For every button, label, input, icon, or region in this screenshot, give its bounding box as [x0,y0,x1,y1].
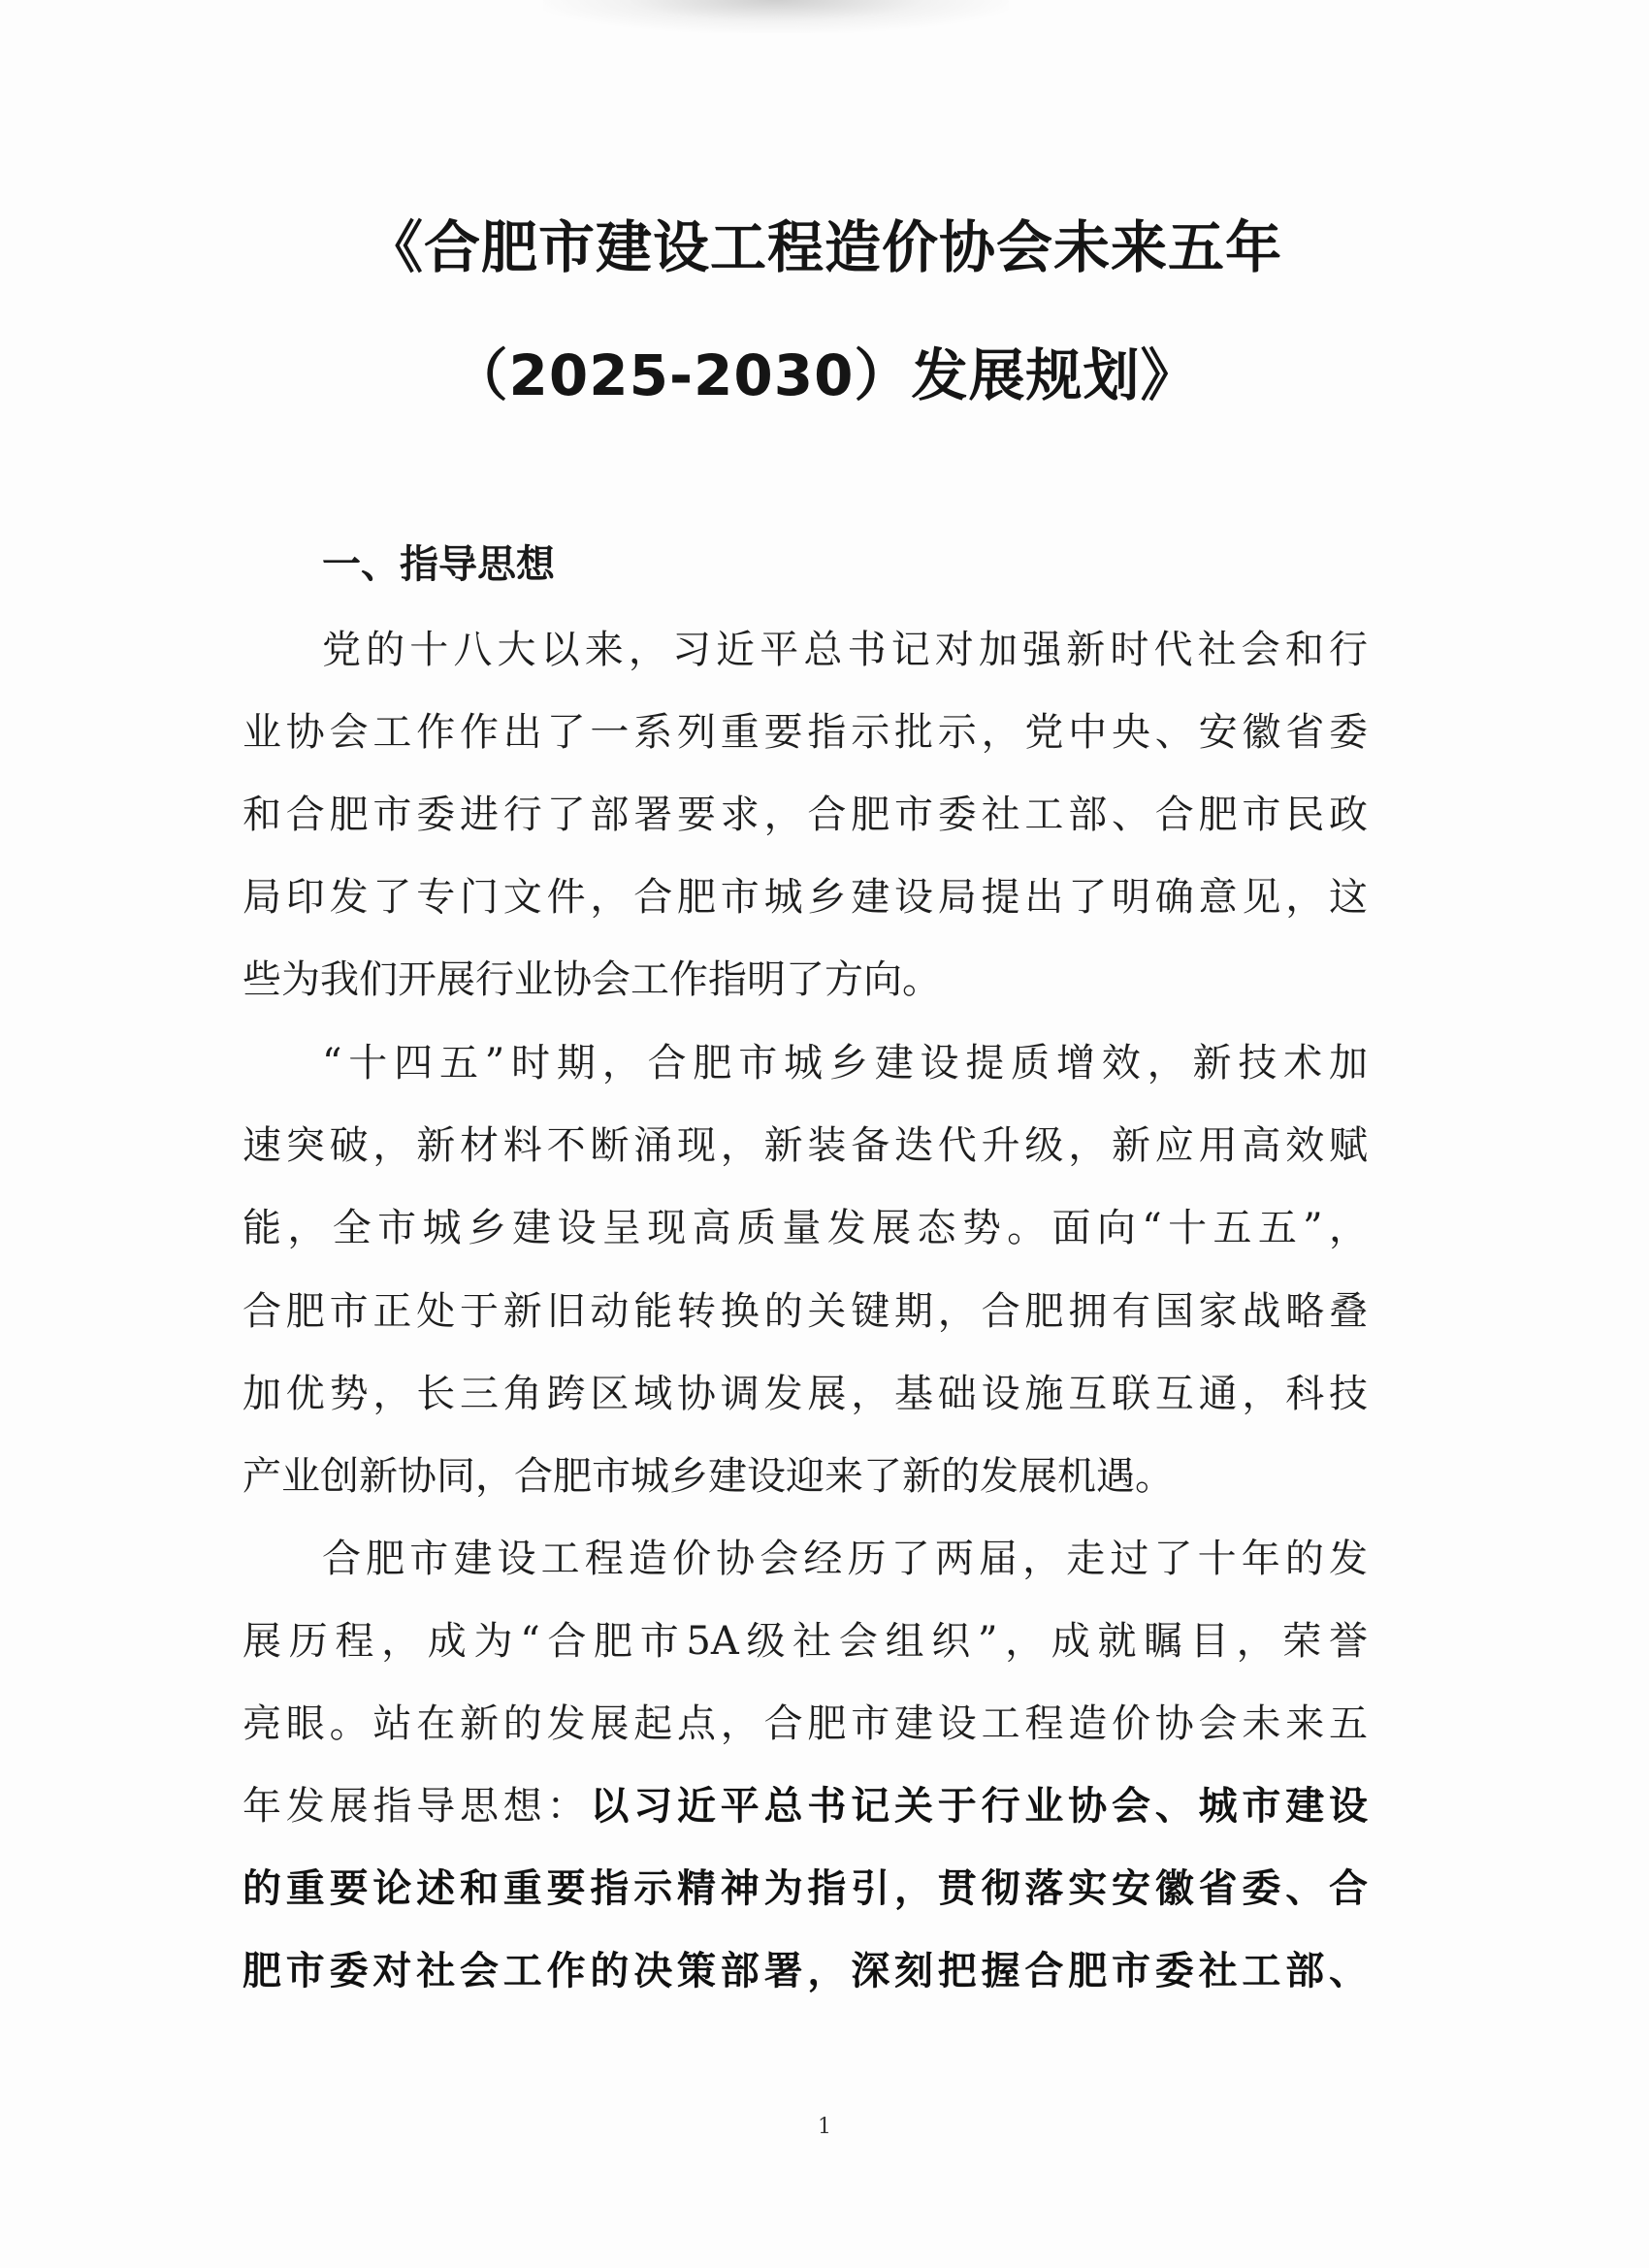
paragraph-3-line-2: 展历程，成为“合肥市5A级社会组织”，成就瞩目，荣誉 [242,1619,1368,1664]
paragraph-1-line-2: 业协会工作作出了一系列重要指示批示，党中央、安徽省委 [242,710,1368,755]
paragraph-2-line-2: 速突破，新材料不断涌现，新装备迭代升级，新应用高效赋 [242,1123,1368,1168]
paragraph-1-line-5: 些为我们开展行业协会工作指明了方向。 [242,957,941,1002]
paragraph-3-line-6 [242,1948,1368,1994]
section-heading: 一、指导思想 [322,542,555,587]
paragraph-2-line-1: “十四五”时期，合肥市城乡建设提质增效，新技术加 [322,1041,1368,1085]
paragraph-1-line-4: 局印发了专门文件，合肥市城乡建设局提出了明确意见，这 [242,875,1368,920]
paragraph-3-line-5 [242,1865,1368,1912]
scan-shadow [543,0,1009,33]
document-title-line-2: （2025-2030）发展规划》 [451,342,1198,408]
paragraph-2-line-3: 能，全市城乡建设呈现高质量发展态势。面向“十五五”， [242,1206,1368,1250]
paragraph-1-line-1: 党的十八大以来，习近平总书记对加强新时代社会和行 [322,628,1368,672]
paragraph-1-line-3: 和合肥市委进行了部署要求，合肥市委社工部、合肥市民政 [242,793,1368,837]
paragraph-3-line-6-bold: 肥市委对社会工作的决策部署，深刻把握合肥市委社工部、 [242,1948,1368,1993]
paragraph-3-line-4-bold: 以习近平总书记关于行业协会、城市建设 [590,1783,1369,1829]
paragraph-2-line-4: 合肥市正处于新旧动能转换的关键期，合肥拥有国家战略叠 [242,1289,1368,1334]
paragraph-2-line-6: 产业创新协同，合肥市城乡建设迎来了新的发展机遇。 [242,1454,1174,1499]
paragraph-3-line-3: 亮眼。站在新的发展起点，合肥市建设工程造价协会未来五 [242,1701,1368,1746]
paragraph-3-line-4 [242,1783,1368,1830]
page-number: 1 [818,2115,831,2139]
paragraph-3-line-1: 合肥市建设工程造价协会经历了两届，走过了十年的发 [322,1537,1368,1581]
paragraph-3-line-4-plain: 年发展指导思想： [242,1784,591,1829]
document-title-line-1: 《合肥市建设工程造价协会未来五年 [366,214,1282,280]
paragraph-3-line-5-bold: 的重要论述和重要指示精神为指引，贯彻落实安徽省委、合 [242,1865,1368,1911]
paragraph-2-line-5: 加优势，长三角跨区域协调发展，基础设施互联互通，科技 [242,1372,1368,1416]
